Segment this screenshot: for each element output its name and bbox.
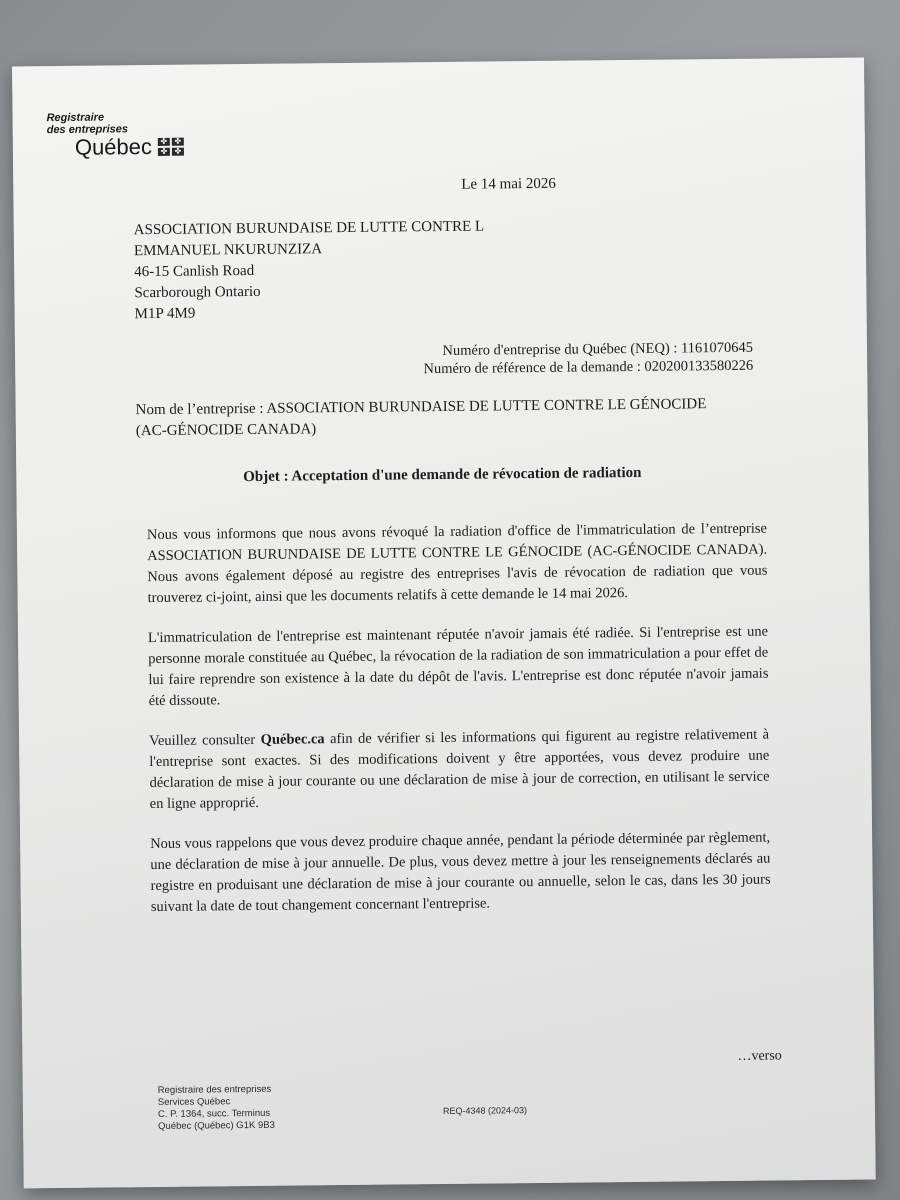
registraire-logo [47, 111, 185, 160]
address-line: M1P 4M9 [134, 305, 196, 323]
consult-after: afin de vérifier si les informations qui figurent au registre relativement à l'entreprise sont exactes. Si des modifications doivent y être apportées, vous devez produire une déclaration de mise à jour courante ou une déclaration de mise à jour de correction, en utilisant le service en ligne approprié. [149, 726, 770, 813]
quebec-ca-link: Québec.ca [260, 731, 325, 748]
verso-note: …verso [737, 1048, 782, 1064]
logo-line-1: Registraire [46, 111, 105, 125]
logo-brand-text: Québec [74, 134, 153, 160]
consult-before: Veuillez consulter [149, 731, 261, 750]
footer-line: Services Québec [157, 1096, 231, 1108]
paragraph: Nous vous informons que nous avons révoqué la radiation d'office de l'immatriculation de l’entreprise ASSOCIATION BURUNDAISE DE LUTTE CONTRE LE GÉNOCIDE (AC-GÉNOCIDE CANADA). Nous avons également déposé au registre des entreprises l'avis de révocation de radiation que vous trouverez ci-joint, ainsi que les documents relatifs à cette demande le 14 mai 2026. [146, 520, 768, 607]
footer-address [158, 1084, 275, 1133]
reference-numbers [15, 339, 753, 383]
company-name: Nom de l’entreprise : ASSOCIATION BURUNDAISE DE LUTTE CONTRE LE GÉNOCIDE (AC-GÉNOCIDE CANADA) [135, 396, 707, 440]
flag-quadrant-icon: ✤ [158, 138, 170, 146]
address-line: EMMANUEL NKURUNZIZA [133, 241, 323, 260]
letter-body [147, 519, 771, 937]
subject-line: Objet : Acceptation d'une demande de révocation de radiation [243, 464, 642, 486]
flag-quadrant-icon: ✤ [158, 148, 170, 156]
address-line: ASSOCIATION BURUNDAISE DE LUTTE CONTRE L [133, 218, 485, 239]
neq-number: Numéro d'entreprise du Québec (NEQ) : 1161070645 [442, 339, 754, 359]
address-line: 46-15 Canlish Road [134, 262, 255, 281]
footer-line: Registraire des entreprises [157, 1083, 272, 1096]
fleur-de-lis-flag-icon [158, 138, 184, 156]
logo-line-2: des entreprises [46, 123, 129, 137]
form-code: REQ-4348 (2024-03) [442, 1105, 528, 1117]
request-reference-number: Numéro de référence de la demande : 020200133580226 [423, 357, 754, 378]
flag-quadrant-icon: ✤ [172, 148, 184, 156]
paragraph: L'immatriculation de l'entreprise est maintenant réputée n'avoir jamais été radiée. Si l'entreprise est une personne morale constituée au Québec, la révocation de la radiation de son immatriculation a pour effet de lui faire reprendre son existence à la date du dépôt de l'avis. L'entreprise est donc réputée n'avoir jamais été dissoute. [147, 623, 769, 710]
flag-quadrant-icon: ✤ [172, 138, 184, 146]
footer-line: Québec (Québec) G1K 9B3 [158, 1119, 275, 1132]
letter-page [12, 58, 876, 1189]
address-line: Scarborough Ontario [134, 283, 261, 302]
letter-date: Le 14 mai 2026 [461, 175, 556, 193]
logo-brand [75, 135, 184, 160]
footer-line: C. P. 1364, succ. Terminus [157, 1107, 271, 1120]
paragraph: Nous vous rappelons que vous devez produire chaque année, pendant la période déterminée par règlement, une déclaration de mise à jour annuelle. De plus, vous devez mettre à jour les renseignements déclarés au registre en produisant une déclaration de mise à jour courante ou annuelle, selon le cas, dans les 30 jours suivant la date de tout changement concernant l'entreprise. [150, 829, 771, 916]
recipient-address [134, 217, 485, 326]
paragraph-consult [149, 725, 770, 815]
